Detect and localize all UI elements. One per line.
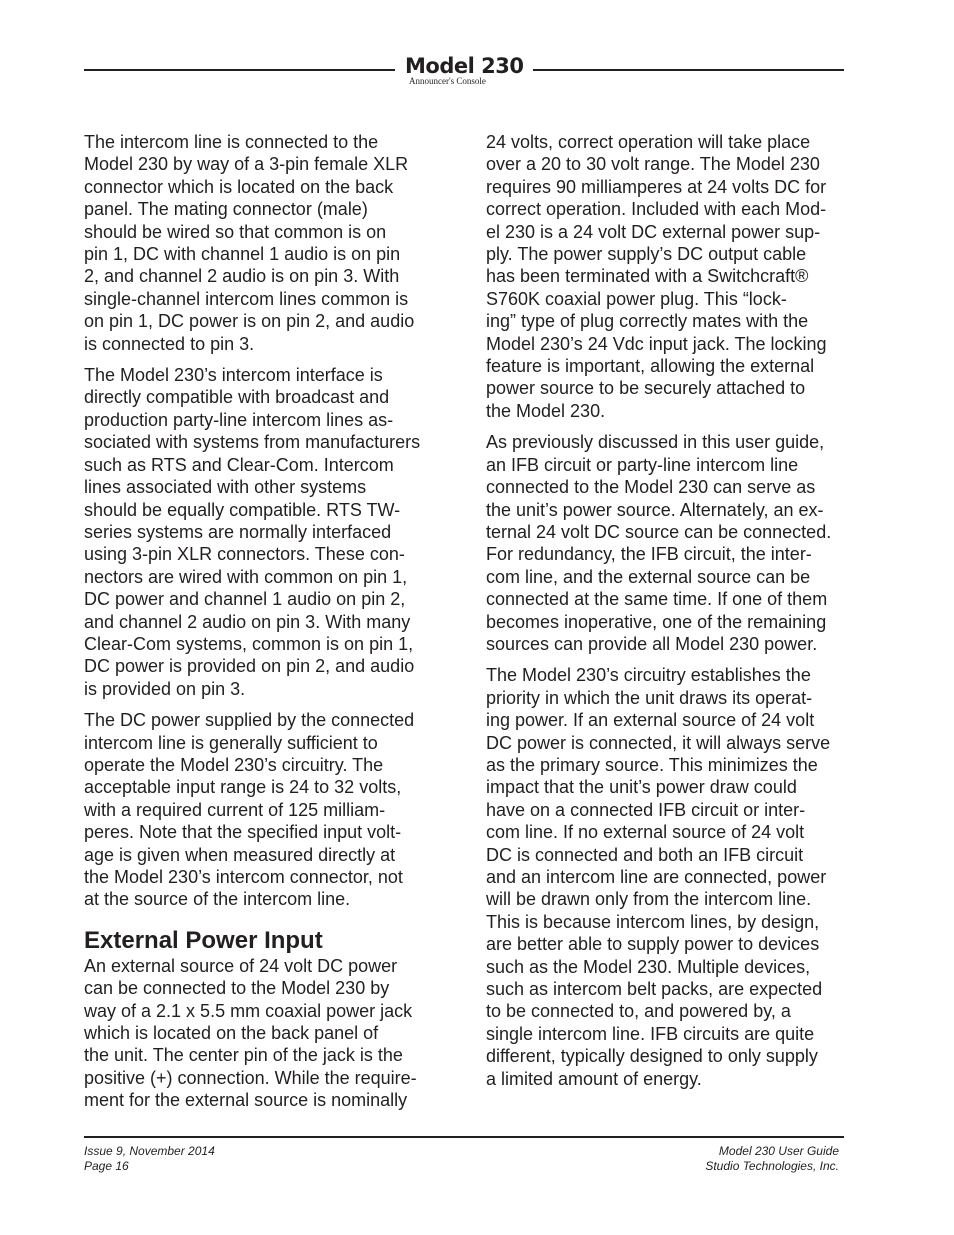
text-line: DC power is provided on pin 2, and audio <box>84 656 415 677</box>
text-line: at the source of the intercom line. <box>84 889 351 910</box>
text-line: Clear-Com systems, common is on pin 1, <box>84 633 414 654</box>
text-line: connector which is located on the back <box>84 176 394 197</box>
text-line: an IFB circuit or party-line intercom line <box>486 454 799 475</box>
right-column <box>486 131 854 1099</box>
text-line: connected to the Model 230 can serve as <box>486 477 816 498</box>
text-line: ternal 24 volt DC source can be connected. <box>486 521 832 542</box>
text-line: is provided on pin 3. <box>84 678 246 699</box>
text-line: which is located on the back panel of <box>84 1023 379 1044</box>
body-paragraph <box>486 131 854 422</box>
text-line: The DC power supplied by the connected <box>84 710 415 731</box>
text-line: age is given when measured directly at <box>84 844 396 865</box>
footer-page-number: Page 16 <box>84 1159 129 1173</box>
text-line: The Model 230’s intercom interface is <box>84 365 383 386</box>
text-line: can be connected to the Model 230 by <box>84 978 390 999</box>
text-line: DC is connected and both an IFB circuit <box>486 844 804 865</box>
footer-right <box>705 1144 839 1174</box>
text-line: and an intercom line are connected, power <box>486 867 827 887</box>
text-line: sources can provide all Model 230 power. <box>486 633 818 654</box>
text-line: acceptable input range is 24 to 32 volts, <box>84 777 402 798</box>
text-line: panel. The mating connector (male) <box>84 199 368 220</box>
text-line: feature is important, allowing the external <box>486 356 815 377</box>
text-line: pin 1, DC with channel 1 audio is on pin <box>84 244 401 265</box>
text-line: with a required current of 125 milliam- <box>84 799 386 820</box>
text-line: connected at the same time. If one of them <box>486 589 828 610</box>
text-line: impact that the unit’s power draw could <box>486 777 797 798</box>
text-line: single-channel intercom lines common is <box>84 288 409 309</box>
text-line: sociated with systems from manufacturers <box>84 432 421 453</box>
text-line: are better able to supply power to devices <box>486 934 820 955</box>
left-column <box>84 131 444 1121</box>
text-line: The intercom line is connected to the <box>84 132 379 152</box>
text-line: and channel 2 audio on pin 3. With many <box>84 611 411 632</box>
text-line: requires 90 milliamperes at 24 volts DC for <box>486 176 827 197</box>
text-line: nectors are wired with common on pin 1, <box>84 566 408 587</box>
text-line: lines associated with other systems <box>84 477 367 498</box>
text-line: have on a connected IFB circuit or inter- <box>486 799 806 820</box>
text-line: Model 230’s 24 Vdc input jack. The locking <box>486 333 827 354</box>
text-line: has been terminated with a Switchcraft® <box>486 266 809 287</box>
logo-title: Model 230 <box>405 54 524 78</box>
text-line: to be connected to, and powered by, a <box>486 1001 791 1022</box>
text-line: Model 230 by way of a 3-pin female XLR <box>84 154 409 175</box>
text-line: For redundancy, the IFB circuit, the inter- <box>486 544 812 565</box>
text-line: peres. Note that the specified input volt- <box>84 822 402 843</box>
text-line: correct operation. Included with each Mod- <box>486 199 827 220</box>
body-paragraph <box>84 131 444 355</box>
text-line: com line. If no external source of 24 volt <box>486 822 805 843</box>
text-line: el 230 is a 24 volt DC external power sup- <box>486 221 821 242</box>
text-line: the unit. The center pin of the jack is the <box>84 1045 403 1066</box>
section-heading: External Power Input <box>84 926 323 954</box>
body-paragraph <box>486 664 854 1090</box>
text-line: positive (+) connection. While the require- <box>84 1067 417 1088</box>
text-line: ing power. If an external source of 24 volt <box>486 710 815 731</box>
text-line: directly compatible with broadcast and <box>84 387 390 408</box>
footer-rule <box>84 1136 844 1138</box>
header-logo <box>405 55 525 86</box>
text-line: As previously discussed in this user guide, <box>486 432 825 453</box>
text-line: will be drawn only from the intercom line. <box>486 889 812 910</box>
text-line: An external source of 24 volt DC power <box>84 955 398 976</box>
text-line: becomes inoperative, one of the remaining <box>486 611 827 632</box>
text-line: should be equally compatible. RTS TW- <box>84 499 401 520</box>
text-line: com line, and the external source can be <box>486 566 811 587</box>
text-line: should be wired so that common is on <box>84 221 387 242</box>
body-paragraph <box>84 364 444 700</box>
text-line: is connected to pin 3. <box>84 333 255 354</box>
text-line: such as intercom belt packs, are expected <box>486 979 823 1000</box>
text-line: ing” type of plug correctly mates with the <box>486 311 809 332</box>
body-paragraph <box>486 431 854 655</box>
body-paragraph <box>84 709 444 911</box>
text-line: intercom line is generally sufficient to <box>84 732 378 753</box>
text-line: way of a 2.1 x 5.5 mm coaxial power jack <box>84 1000 413 1021</box>
text-line: power source to be securely attached to <box>486 378 806 399</box>
text-line: This is because intercom lines, by design, <box>486 911 820 932</box>
text-line: single intercom line. IFB circuits are quite <box>486 1023 815 1044</box>
footer-guide-title: Model 230 User Guide <box>718 1144 839 1158</box>
footer-left <box>84 1144 215 1174</box>
text-line: over a 20 to 30 volt range. The Model 230 <box>486 154 820 175</box>
text-line: a limited amount of energy. <box>486 1068 702 1089</box>
header-rule-left <box>84 69 395 71</box>
text-line: such as RTS and Clear-Com. Intercom <box>84 454 394 475</box>
text-line: S760K coaxial power plug. This “lock- <box>486 288 787 309</box>
text-line: using 3-pin XLR connectors. These con- <box>84 544 405 565</box>
text-line: production party-line intercom lines as- <box>84 409 394 430</box>
text-line: such as the Model 230. Multiple devices, <box>486 956 811 977</box>
header-rule-right <box>533 69 844 71</box>
text-line: operate the Model 230’s circuitry. The <box>84 754 384 775</box>
footer-company: Studio Technologies, Inc. <box>705 1159 839 1173</box>
text-line: The Model 230’s circuitry establishes the <box>486 665 811 686</box>
text-line: ment for the external source is nominally <box>84 1090 408 1111</box>
text-line: series systems are normally interfaced <box>84 521 392 542</box>
text-line: the unit’s power source. Alternately, an ex- <box>486 499 824 520</box>
text-line: ply. The power supply’s DC output cable <box>486 244 807 265</box>
logo-subtitle: Announcer's Console <box>409 76 486 86</box>
text-line: 24 volts, correct operation will take place <box>486 132 811 152</box>
footer-issue: Issue 9, November 2014 <box>84 1144 215 1158</box>
text-line: DC power and channel 1 audio on pin 2, <box>84 589 406 610</box>
text-line: DC power is connected, it will always serve <box>486 732 831 753</box>
body-paragraph <box>84 955 444 1112</box>
text-line: as the primary source. This minimizes the <box>486 754 818 775</box>
text-line: the Model 230. <box>486 400 606 421</box>
text-line: priority in which the unit draws its operat- <box>486 687 813 708</box>
text-line: the Model 230’s intercom connector, not <box>84 867 403 887</box>
text-line: on pin 1, DC power is on pin 2, and audio <box>84 311 415 332</box>
text-line: 2, and channel 2 audio is on pin 3. With <box>84 266 400 287</box>
text-line: different, typically designed to only supply <box>486 1046 818 1067</box>
